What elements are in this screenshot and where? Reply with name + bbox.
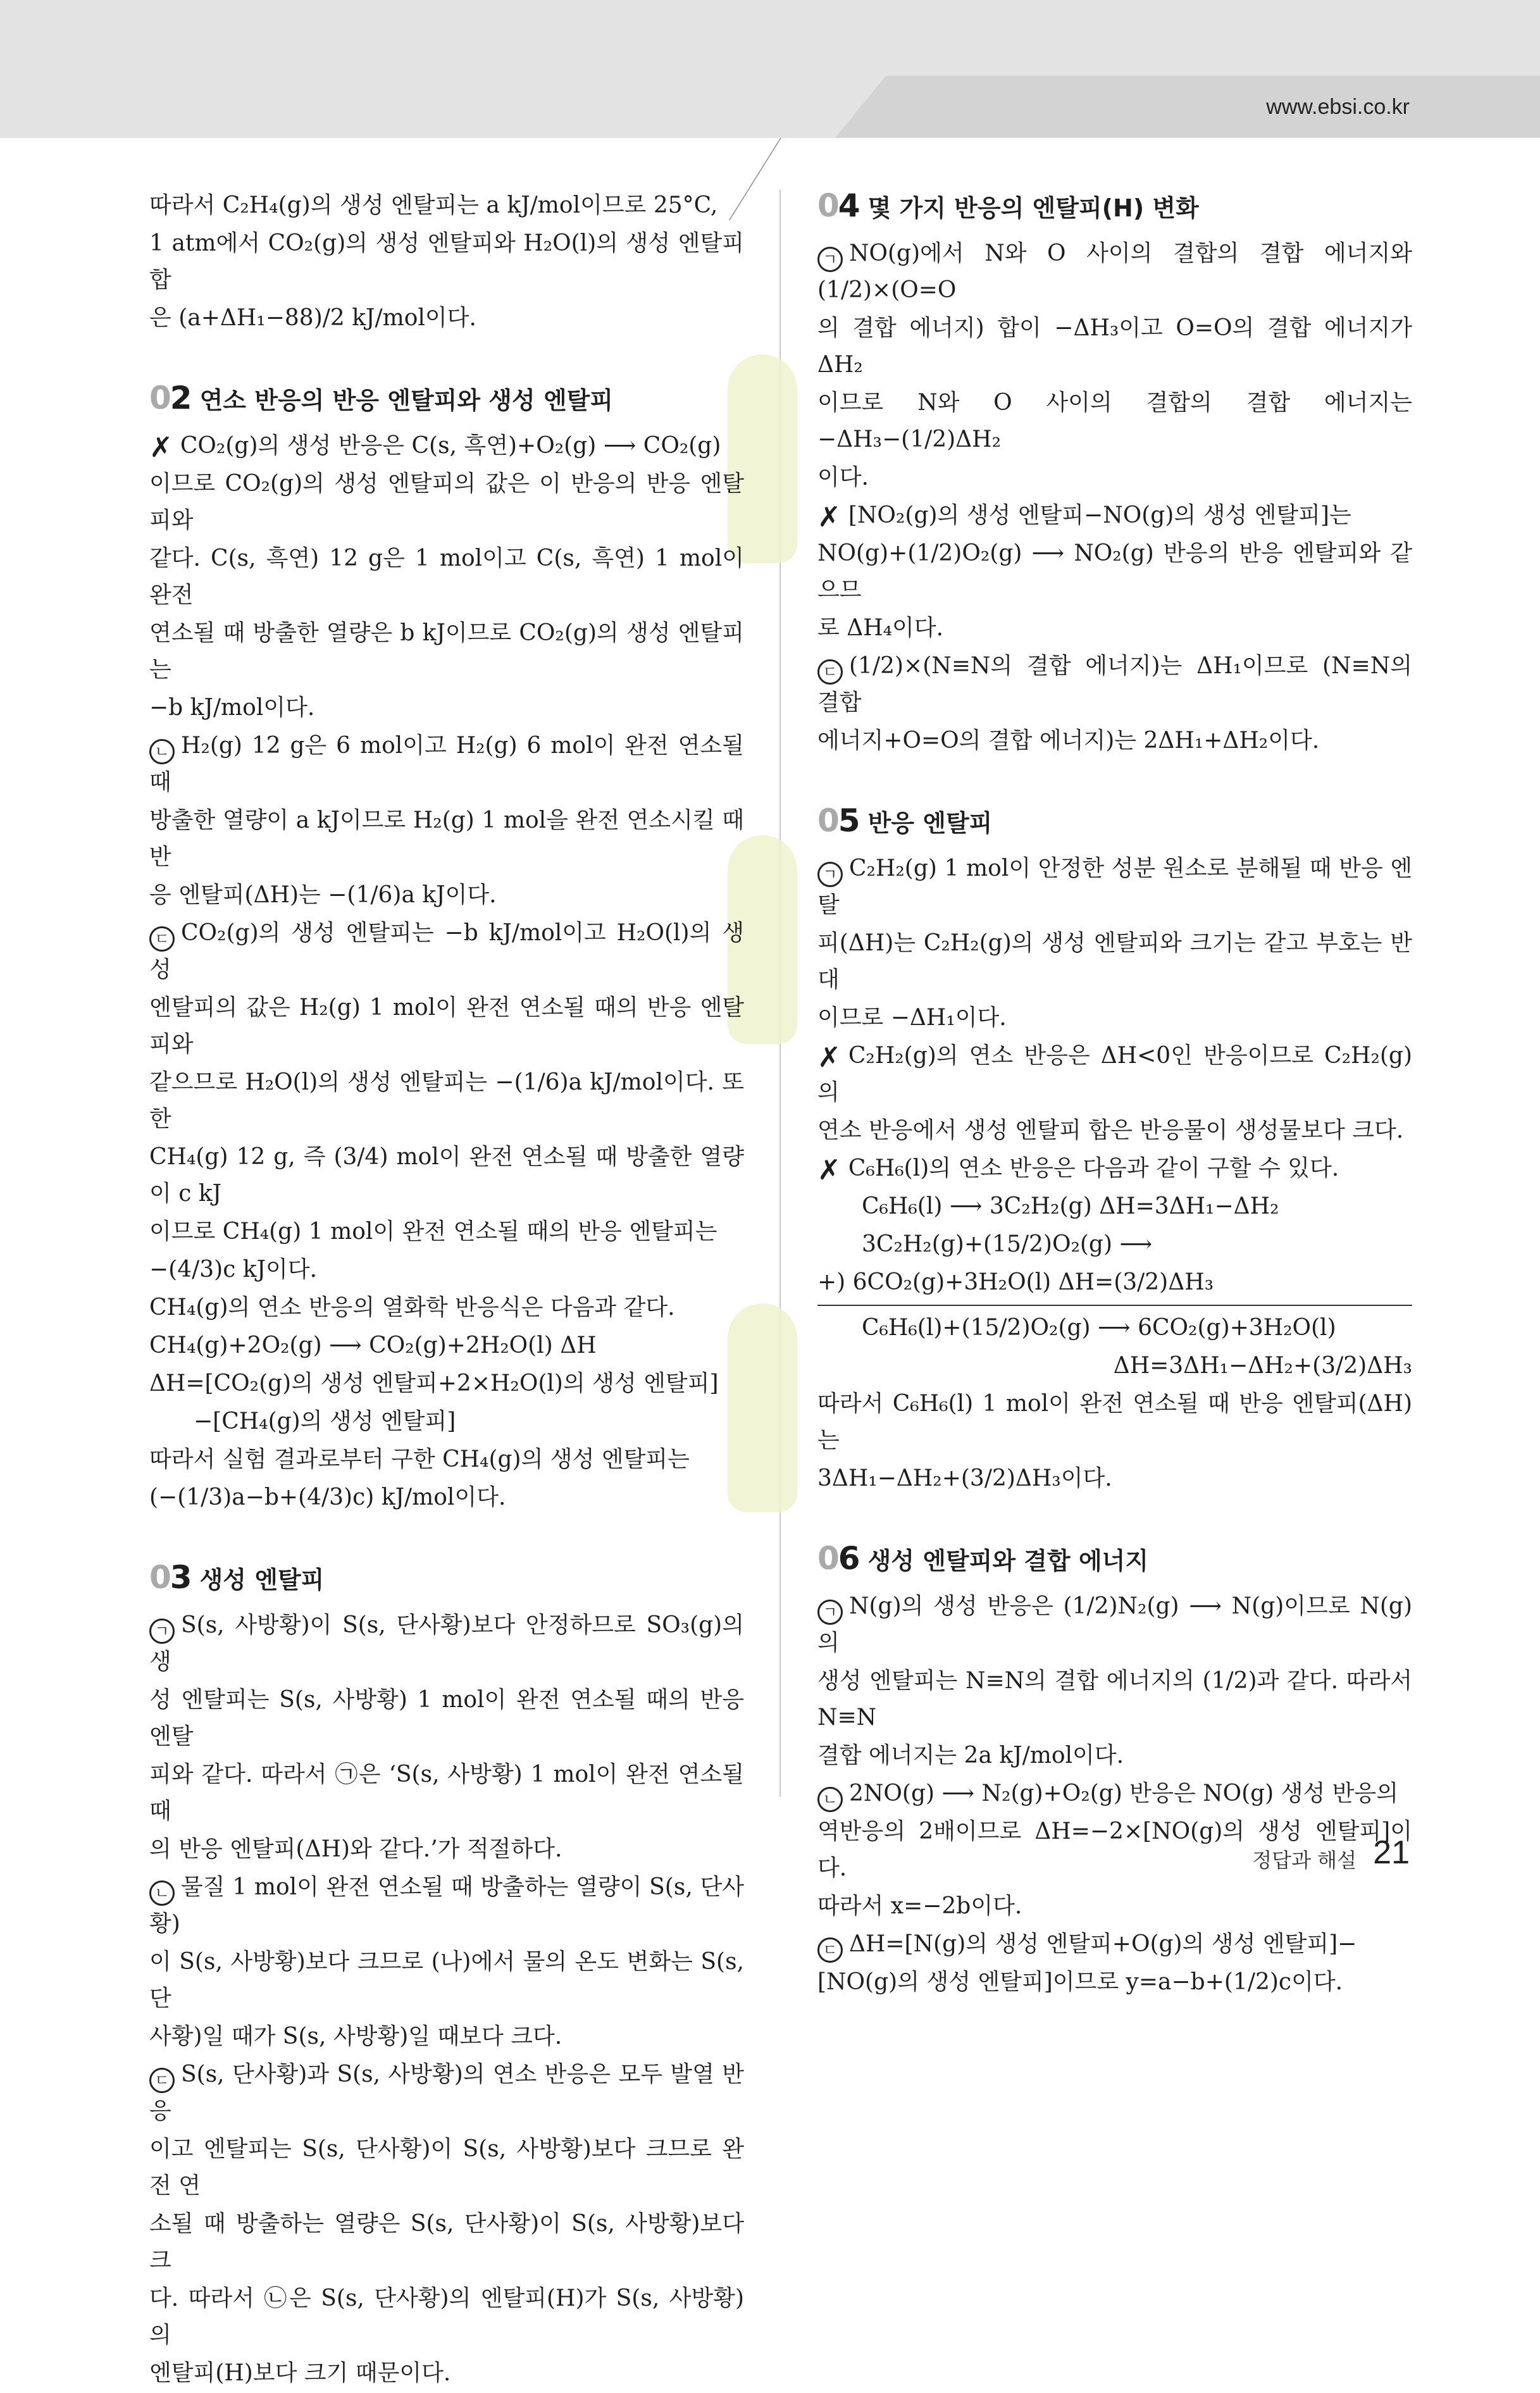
section-05 bbox=[817, 802, 1412, 1497]
equation-line: +) 6CO₂(g)+3H₂O(l) ΔH=(3/2)ΔH₃ bbox=[817, 1269, 1214, 1295]
text-line: 이 S(s, 사방황)보다 크므로 (나)에서 물의 온도 변화는 S(s, 단 bbox=[149, 1949, 744, 2011]
text-line: CH₄(g)의 연소 반응의 열화학 반응식은 다음과 같다. bbox=[149, 1295, 675, 1321]
text-line: 역반응의 2배이므로 ΔH=−2×[NO(g)의 생성 엔탈피]이다. bbox=[817, 1818, 1412, 1881]
text-line: 같다. C(s, 흑연) 12 g은 1 mol이고 C(s, 흑연) 1 mol이 완전 bbox=[149, 545, 744, 608]
section-heading bbox=[817, 1540, 1412, 1579]
equation-line: 3C₂H₂(g)+(15/2)O₂(g) ⟶ bbox=[862, 1231, 1153, 1257]
circled-mark-icon: ㄱ bbox=[817, 862, 843, 887]
circled-mark-icon: ㄷ bbox=[817, 659, 843, 685]
equation-line: (−(1/3)a−b+(4/3)c) kJ/mol이다. bbox=[149, 1484, 506, 1510]
section-number: 02 bbox=[149, 380, 191, 416]
answer-item: ㄷ S(s, 단사황)과 S(s, 사방황)의 연소 반응은 모두 발열 반응 bbox=[149, 2061, 744, 2124]
text-line: 결합 에너지는 2a kJ/mol이다. bbox=[817, 1743, 1124, 1768]
answer-item: ㄷ (1/2)×(N≡N의 결합 에너지)는 ΔH₁이므로 (N≡N의 결합 bbox=[817, 653, 1412, 716]
section-04 bbox=[817, 187, 1412, 759]
text-line: 성 엔탈피는 S(s, 사방황) 1 mol이 완전 연소될 때의 반응 엔탈 bbox=[149, 1687, 744, 1750]
text-line: 따라서 C₆H₆(l) 1 mol이 완전 연소될 때 반응 엔탈피(ΔH)는 bbox=[817, 1391, 1412, 1453]
text-line: 피(ΔH)는 C₂H₂(g)의 생성 엔탈피와 크기는 같고 부호는 반대 bbox=[817, 930, 1412, 993]
text-line: 따라서 실험 결과로부터 구한 CH₄(g)의 생성 엔탈피는 bbox=[149, 1446, 690, 1472]
text-line: 이다. bbox=[817, 464, 869, 490]
text-line: 엔탈피(H)보다 크기 때문이다. bbox=[149, 2360, 451, 2386]
sum-rule bbox=[817, 1305, 1412, 1306]
answer-item: ㄱ S(s, 사방황)이 S(s, 단사황)보다 안정하므로 SO₃(g)의 생 bbox=[149, 1612, 744, 1675]
circled-mark-icon: ㄷ bbox=[149, 2068, 175, 2093]
equation-line: C₆H₆(l)+(15/2)O₂(g) ⟶ 6CO₂(g)+3H₂O(l) bbox=[862, 1315, 1336, 1341]
section-02 bbox=[149, 380, 744, 1516]
text-line: 같으므로 H₂O(l)의 생성 엔탈피는 −(1/6)a kJ/mol이다. 또한 bbox=[149, 1069, 744, 1132]
text-line: 사황)일 때가 S(s, 사방황)일 때보다 크다. bbox=[149, 2023, 562, 2049]
answer-item: ㄱ N(g)의 생성 반응은 (1/2)N₂(g) ⟶ N(g)이므로 N(g)의 bbox=[817, 1593, 1412, 1656]
circled-mark-icon: ㄷ bbox=[149, 926, 175, 952]
section-number: 04 bbox=[817, 187, 859, 224]
text-line: 로 ΔH₄이다. bbox=[817, 615, 944, 641]
text-line: 의 반응 엔탈피(ΔH)와 같다.’가 적절하다. bbox=[149, 1836, 562, 1862]
equation-line: ΔH=[CO₂(g)의 생성 엔탈피+2×H₂O(l)의 생성 엔탈피] bbox=[149, 1371, 719, 1396]
equation-line: −[CH₄(g)의 생성 엔탈피] bbox=[194, 1408, 456, 1434]
text-line: 응 엔탈피(ΔH)는 −(1/6)a kJ이다. bbox=[149, 882, 497, 908]
section-03 bbox=[149, 1559, 744, 2392]
circled-mark-icon: ㄴ bbox=[149, 1880, 175, 1906]
circled-mark-icon: ㄱ bbox=[817, 1600, 843, 1625]
text-line: −b kJ/mol이다. bbox=[149, 695, 315, 721]
text-line: 다. 따라서 ㉡은 S(s, 단사황)의 엔탈피(H)가 S(s, 사방황)의 bbox=[149, 2285, 744, 2348]
page-number: 21 bbox=[1373, 1834, 1410, 1871]
answer-item: ✗ [NO₂(g)의 생성 엔탈피−NO(g)의 생성 엔탈피]는 bbox=[817, 501, 1351, 533]
text-line: 소될 때 방출하는 열량은 S(s, 단사황)이 S(s, 사방황)보다 크 bbox=[149, 2211, 744, 2273]
left-column bbox=[149, 187, 744, 2393]
section-number: 03 bbox=[149, 1559, 191, 1596]
equation-line: ΔH=3ΔH₁−ΔH₂+(3/2)ΔH₃ bbox=[1113, 1353, 1412, 1379]
text-line: 생성 엔탈피는 N≡N의 결합 에너지의 (1/2)과 같다. 따라서 N≡N bbox=[817, 1668, 1412, 1731]
text-line: 이므로 −ΔH₁이다. bbox=[817, 1005, 1007, 1031]
answer-item: ㄴ 2NO(g) ⟶ N₂(g)+O₂(g) 반응은 NO(g) 생성 반응의 bbox=[817, 1775, 1412, 1812]
answer-item: ✗ CO₂(g)의 생성 반응은 C(s, 흑연)+O₂(g) ⟶ CO₂(g) bbox=[149, 432, 721, 464]
answer-item: ㄴ H₂(g) 12 g은 6 mol이고 H₂(g) 6 mol이 완전 연소될 때 bbox=[149, 733, 744, 795]
circled-mark-icon: ㄱ bbox=[149, 1619, 175, 1644]
section-title: 생성 엔탈피와 결합 에너지 bbox=[867, 1547, 1149, 1575]
text-line: 이므로 N와 O 사이의 결합의 결합 에너지는 −ΔH₃−(1/2)ΔH₂ bbox=[817, 390, 1412, 452]
section-heading bbox=[817, 187, 1412, 227]
answer-item: ㄱ NO(g)에서 N와 O 사이의 결합의 결합 에너지와 (1/2)×(O=O bbox=[817, 240, 1412, 303]
text-line: 의 결합 에너지) 합이 −ΔH₃이고 O=O의 결합 에너지가 ΔH₂ bbox=[817, 315, 1412, 378]
header-tab bbox=[835, 76, 1540, 138]
section-title: 생성 엔탈피 bbox=[199, 1566, 325, 1594]
wrong-mark-icon: ✗ bbox=[817, 1154, 841, 1186]
section-title: 몇 가지 반응의 엔탈피(H) 변화 bbox=[867, 194, 1199, 222]
equation-line: C₆H₆(l) ⟶ 3C₂H₂(g) ΔH=3ΔH₁−ΔH₂ bbox=[862, 1193, 1279, 1219]
text-line: 연소될 때 방출한 열량은 b kJ이므로 CO₂(g)의 생성 엔탈피는 bbox=[149, 620, 744, 683]
text-line: 따라서 x=−2b이다. bbox=[817, 1893, 1022, 1919]
circled-mark-icon: ㄴ bbox=[817, 1787, 843, 1812]
circled-mark-icon: ㄱ bbox=[817, 247, 843, 272]
right-column bbox=[817, 187, 1412, 2002]
text-line: 에너지+O=O의 결합 에너지)는 2ΔH₁+ΔH₂이다. bbox=[817, 728, 1320, 754]
text-line: 1 atm에서 CO₂(g)의 생성 엔탈피와 H₂O(l)의 생성 엔탈피 합 bbox=[149, 230, 744, 293]
text-line: NO(g)+(1/2)O₂(g) ⟶ NO₂(g) 반응의 반응 엔탈피와 같으므 bbox=[817, 540, 1412, 603]
circled-mark-icon: ㄴ bbox=[149, 739, 175, 764]
text-line: [NO(g)의 생성 엔탈피]이므로 y=a−b+(1/2)c이다. bbox=[817, 1969, 1343, 1995]
text-line: 방출한 열량이 a kJ이므로 H₂(g) 1 mol을 완전 연소시킬 때 반 bbox=[149, 807, 744, 870]
text-line: 피와 같다. 따라서 ㉠은 ‘S(s, 사방황) 1 mol이 완전 연소될 때 bbox=[149, 1762, 744, 1824]
section-title: 반응 엔탈피 bbox=[867, 809, 993, 837]
wrong-mark-icon: ✗ bbox=[817, 501, 841, 533]
section-heading bbox=[149, 380, 744, 419]
answer-item: ㄷ CO₂(g)의 생성 엔탈피는 −b kJ/mol이고 H₂O(l)의 생성 bbox=[149, 920, 744, 983]
text-line: −(4/3)c kJ이다. bbox=[149, 1257, 318, 1283]
text-line: 연소 반응에서 생성 엔탈피 합은 반응물이 생성물보다 크다. bbox=[817, 1117, 1404, 1143]
text-line: 따라서 C₂H₄(g)의 생성 엔탈피는 a kJ/mol이므로 25°C, bbox=[149, 192, 718, 218]
answer-item: ✗ C₂H₂(g)의 연소 반응은 ΔH<0인 반응이므로 C₂H₂(g)의 bbox=[817, 1041, 1412, 1105]
site-url[interactable]: www.ebsi.co.kr bbox=[1266, 95, 1410, 119]
text-line: 엔탈피의 값은 H₂(g) 1 mol이 완전 연소될 때의 반응 엔탈피와 bbox=[149, 995, 744, 1057]
answer-item: ㄷ ΔH=[N(g)의 생성 엔탈피+O(g)의 생성 엔탈피]− bbox=[817, 1926, 1412, 1963]
section-number: 06 bbox=[817, 1540, 859, 1577]
section-number: 05 bbox=[817, 802, 859, 839]
section-heading bbox=[149, 1559, 744, 1598]
text-line: 이므로 CH₄(g) 1 mol이 완전 연소될 때의 반응 엔탈피는 bbox=[149, 1219, 717, 1245]
text-line: 이고 엔탈피는 S(s, 단사황)이 S(s, 사방황)보다 크므로 완전 연 bbox=[149, 2136, 744, 2199]
section-06 bbox=[817, 1540, 1412, 2001]
equation-line: CH₄(g)+2O₂(g) ⟶ CO₂(g)+2H₂O(l) ΔH bbox=[149, 1333, 597, 1358]
wrong-mark-icon: ✗ bbox=[817, 1041, 841, 1074]
answer-item: ㄴ 물질 1 mol이 완전 연소될 때 방출하는 열량이 S(s, 단사황) bbox=[149, 1874, 744, 1937]
section-title: 연소 반응의 반응 엔탈피와 생성 엔탈피 bbox=[199, 387, 614, 414]
text-line: 은 (a+ΔH₁−88)/2 kJ/mol이다. bbox=[149, 305, 476, 331]
circled-mark-icon: ㄷ bbox=[817, 1937, 843, 1963]
answer-item: ㄱ C₂H₂(g) 1 mol이 안정한 성분 원소로 분해될 때 반응 엔탈 bbox=[817, 855, 1412, 918]
intro-block bbox=[149, 187, 744, 337]
wrong-mark-icon: ✗ bbox=[149, 432, 173, 464]
text-line: 3ΔH₁−ΔH₂+(3/2)ΔH₃이다. bbox=[817, 1465, 1112, 1491]
text-line: 이므로 CO₂(g)의 생성 엔탈피의 값은 이 반응의 반응 엔탈피와 bbox=[149, 471, 744, 533]
answer-item: ✗ C₆H₆(l)의 연소 반응은 다음과 같이 구할 수 있다. bbox=[817, 1154, 1339, 1186]
footer-label: 정답과 해설 bbox=[1252, 1848, 1357, 1872]
section-heading bbox=[817, 802, 1412, 842]
text-line: CH₄(g) 12 g, 즉 (3/4) mol이 완전 연소될 때 방출한 열량이 c kJ bbox=[149, 1144, 744, 1207]
